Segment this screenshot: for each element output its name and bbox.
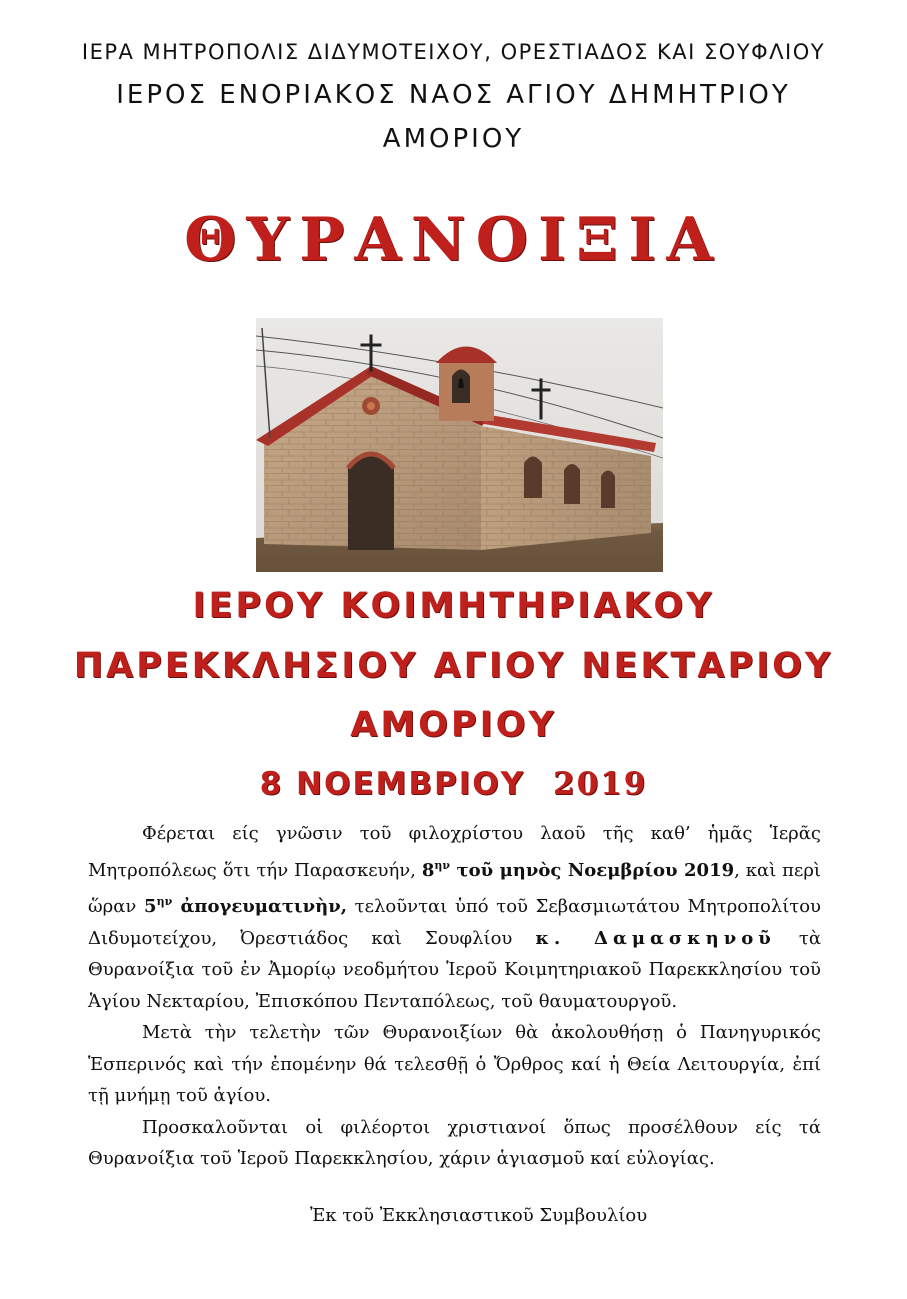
signature: Ἐκ τοῦ Ἐκκλησιαστικοῦ Συμβουλίου (310, 1205, 648, 1226)
chapel-photo (256, 318, 663, 572)
paragraph-3: Προσκαλοῦνται οἱ φιλέορτοι χριστιανοί ὅπως προσέλθουν είς τά Θυρανοίξια τοῦ Ἱεροῦ Παρεκκλησίου, χάριν ἁγιασμοῦ καί εὐλογίας. (88, 1116, 821, 1169)
subtitle-line-1: ΙΕΡΟΥ ΚΟΙΜΗΤΗΡΙΑΚΟΥ (192, 586, 715, 626)
p1-text-b: , καὶ περὶ ὥραν (88, 859, 821, 917)
event-date-day-month: 8 ΝΟΕΜΒΡΙΟΥ (259, 766, 526, 802)
event-date-year: 2019 (553, 766, 648, 802)
p1-month-year: τοῦ μηνὸς Νοεμβρίου 2019 (450, 859, 735, 881)
p1-day-suffix: ην (434, 858, 451, 872)
page-title: ΘΥΡΑΝΟΙΞΙΑ (184, 205, 723, 275)
subtitle-line-2: ΠΑΡΕΚΚΛΗΣΙΟΥ ΑΓΙΟΥ ΝΕΚΤΑΡΙΟΥ (73, 646, 834, 686)
p1-metropolitan-name: κ. Δαμασκηνοῦ (535, 927, 776, 949)
subtitle-line-3: ΑΜΟΡΙΟΥ (350, 705, 557, 745)
paragraph-1 (88, 818, 821, 1017)
p1-hour (144, 896, 347, 917)
p1-day (422, 860, 734, 881)
header-parish-church: ΙΕΡΟΣ ΕΝΟΡΙΑΚΟΣ ΝΑΟΣ ΑΓΙΟΥ ΔΗΜΗΤΡΙΟΥ (116, 80, 791, 110)
p1-hour-suffix: ην (156, 895, 173, 908)
p1-day-number: 8 (421, 859, 435, 881)
announcement-body (88, 818, 821, 1175)
p1-text-a: Φέρεται είς γνῶσιν τοῦ φιλοχρίστου λαοῦ τῆς καθ’ ἡμᾶς Ἱερᾶς Μητροπόλεως ὅτι τήν Παρασκευήν, (88, 823, 821, 881)
event-date (0, 766, 907, 802)
p1-text-d: τὰ Θυρανοίξια τοῦ ἐν Ἀμορίῳ νεοδμήτου Ἱεροῦ Κοιμητηριακοῦ Παρεκκλησίου τοῦ Ἁγίου Νεκταρίου, Ἐπισκόπου Πενταπόλεως, τοῦ θαυματουργοῦ. (88, 927, 822, 1012)
header-village: ΑΜΟΡΙΟΥ (382, 124, 525, 154)
header-metropolis: ΙΕΡΑ ΜΗΤΡΟΠΟΛΙΣ ΔΙΔΥΜΟΤΕΙΧΟΥ, ΟΡΕΣΤΙΑΔΟΣ ΚΑΙ ΣΟΥΦΛΙΟΥ (81, 40, 826, 64)
p1-text-c: τελοῦνται ὑπό τοῦ Σεβασμιωτάτου Μητροπολίτου Διδυμοτείχου, Ὀρεστιάδος καὶ Σουφλίου (88, 896, 821, 949)
paragraph-2: Μετὰ τὴν τελετὴν τῶν Θυρανοιξίων θὰ ἀκολουθήσῃ ὁ Πανηγυρικός Ἑσπερινός καὶ τήν ἐπομένην θά τελεσθῇ ὁ Ὄρθρος καί ἡ Θεία Λειτουργία, ἐπί τῇ μνήμῃ τοῦ ἁγίου. (88, 1022, 821, 1106)
p1-hour-label: ἀπογευματινὴν, (172, 896, 347, 917)
p1-hour-number: 5 (144, 896, 157, 917)
